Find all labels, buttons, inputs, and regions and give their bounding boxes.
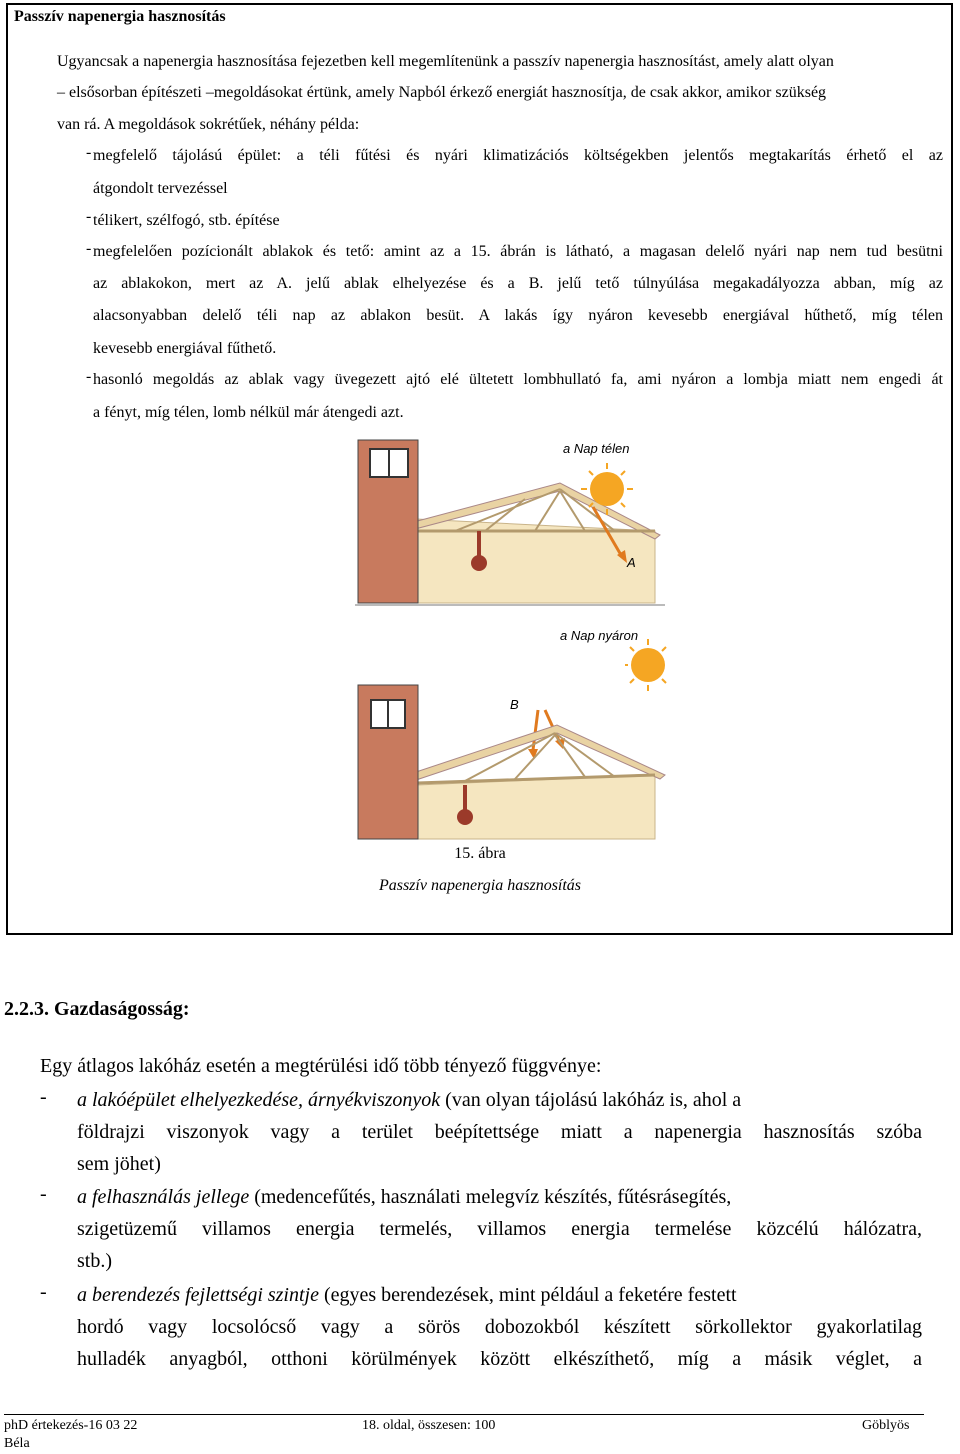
section-intro: Egy átlagos lakóház esetén a megtérülési idő több tényező függvénye: bbox=[40, 1055, 602, 1077]
list-item-1-emphasis: a lakóépület elhelyezkedése, árnyékviszonyok bbox=[77, 1089, 441, 1111]
bullet-2-line-1: télikert, szélfogó, stb. építése bbox=[93, 212, 280, 229]
label-b: B bbox=[510, 697, 519, 712]
footer-left: phD értekezés-16 03 22 bbox=[4, 1418, 138, 1433]
footer-page-count: 18. oldal, összesen: 100 bbox=[362, 1418, 496, 1433]
label-a: A bbox=[627, 555, 636, 570]
list-item-1-line-2: földrajzi viszonyok vagy a terület beépítettsége miatt a napenergia hasznosítás szóba bbox=[77, 1121, 922, 1143]
list-dash: - bbox=[40, 1281, 47, 1303]
footer-right: Göblyös bbox=[862, 1418, 910, 1433]
intro-line-3: van rá. A megoldások sokrétűek, néhány példa: bbox=[57, 116, 360, 133]
figure-caption-number: 15. ábra bbox=[454, 845, 506, 862]
bullet-4-line-1: hasonló megoldás az ablak vagy üvegezett ajtó elé ültetett lombhullató fa, ami nyáron a lombja miatt nem engedi át bbox=[93, 371, 943, 388]
house-body bbox=[417, 775, 655, 839]
winter-label: a Nap télen bbox=[563, 441, 630, 456]
bullet-4-line-2: a fényt, míg télen, lomb nélkül már átengedi azt. bbox=[93, 404, 404, 421]
list-item-1-rest: (van olyan tájolású lakóház is, ahol a bbox=[440, 1089, 742, 1111]
footer-left-2: Béla bbox=[4, 1436, 30, 1451]
footer-rule bbox=[4, 1414, 924, 1415]
intro-line-2: – elsősorban építészeti –megoldásokat értünk, amely Napból érkező energiát hasznosítja, de csak akkor, amikor szükség bbox=[57, 84, 827, 101]
bullet-3-line-3: alacsonyabban delelő téli nap az ablakon besüt. A lakás így nyáron kevesebb energiával hűthető, míg télen bbox=[93, 307, 943, 324]
summer-label: a Nap nyáron bbox=[560, 628, 639, 643]
list-item-3-line-3: hulladék anyagból, otthoni körülmények között elkészíthető, míg a másik véglet, a bbox=[77, 1348, 922, 1370]
bullet-1-line-2: átgondolt tervezéssel bbox=[93, 180, 228, 197]
list-dash: - bbox=[40, 1086, 47, 1108]
winter-diagram bbox=[355, 435, 675, 615]
thermometer bbox=[457, 809, 473, 825]
list-item-3-emphasis: a berendezés fejlettségi szintje bbox=[77, 1284, 319, 1306]
figure-caption-title: Passzív napenergia hasznosítás bbox=[378, 877, 582, 894]
intro-line-1: Ugyancsak a napenergia hasznosítása fejezetben kell megemlítenünk a passzív napenergia hasznosítást, amely alatt olyan bbox=[57, 53, 834, 70]
bullet-1-line-1: megfelelő tájolású épület: a téli fűtési és nyári klimatizációs költségekben jelentős megtakarítás érhető el az bbox=[93, 147, 943, 164]
bullet-3-line-1: megfelelően pozícionált ablakok és tető: amint az a 15. ábrán is látható, a magasan delelő nyári nap nem tud besütni bbox=[93, 243, 943, 260]
list-item-2-rest: (medencefűtés, használati melegvíz készítés, fűtésrásegítés, bbox=[249, 1186, 732, 1208]
list-item-3-rest: (egyes berendezések, mint például a feketére festett bbox=[318, 1284, 737, 1306]
bullet-3-line-4: kevesebb energiával fűthető. bbox=[93, 340, 277, 357]
bullet-dash: - bbox=[86, 240, 92, 257]
bullet-dash: - bbox=[86, 144, 92, 161]
thermometer bbox=[471, 555, 487, 571]
box-title: Passzív napenergia hasznosítás bbox=[14, 8, 226, 25]
list-item-1-line-1 bbox=[77, 1089, 922, 1112]
list-item-1-line-3: sem jöhet) bbox=[77, 1153, 161, 1175]
list-item-2-line-2: szigetüzemű villamos energia termelés, villamos energia termelése közcélú hálózatra, bbox=[77, 1218, 922, 1240]
bullet-dash: - bbox=[86, 368, 92, 385]
list-dash: - bbox=[40, 1183, 47, 1205]
list-item-3-line-2: hordó vagy locsolócső vagy a sörös dobozokból készített sörkollektor gyakorlatilag bbox=[77, 1316, 922, 1338]
list-item-3-line-1 bbox=[77, 1284, 737, 1307]
section-heading: 2.2.3. Gazdaságosság: bbox=[4, 998, 190, 1020]
list-item-2-line-1 bbox=[77, 1186, 731, 1209]
summer-diagram bbox=[355, 625, 675, 850]
list-item-2-line-3: stb.) bbox=[77, 1250, 112, 1272]
bullet-3-line-2: az ablakokon, mert az A. jelű ablak elhelyezése és a B. jelű tető túlnyúlása megakadályozza abban, míg az bbox=[93, 275, 943, 292]
list-item-2-emphasis: a felhasználás jellege bbox=[77, 1186, 250, 1208]
bullet-dash: - bbox=[86, 208, 92, 225]
